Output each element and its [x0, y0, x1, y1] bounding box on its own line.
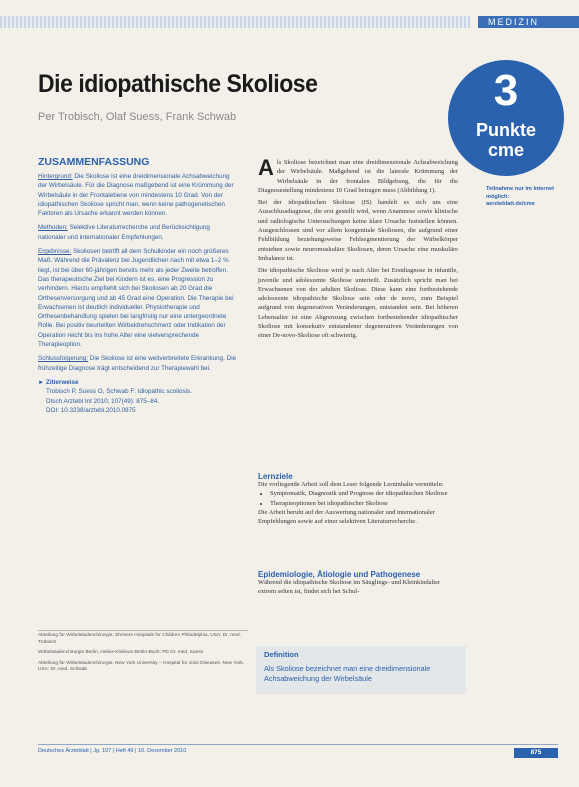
definition-title: Definition: [264, 650, 299, 659]
summary-column: [38, 172, 238, 415]
conclusion-text: Die Skoliose ist eine weitverbreitete Erkrankung. Die frühzeitige Diagnose trägt entscheidend zur Therapiewahl bei.: [38, 355, 237, 372]
cme-margin-note[interactable]: Teilnahme nur im Internet möglich: aerzteblatt.de/cme: [486, 186, 554, 207]
header-band: [0, 16, 470, 28]
footnote-item: Abteilung für Wirbelsäulenchirurgie, Shriners Hospitals for Children Philadelphia, USA: Dr. med. Trobisch: [38, 633, 241, 645]
footnote-divider: [38, 630, 248, 631]
footnote-item: Wirbelsäulenchirurgie Berlin, Helios-Klinikum Berlin-Buch: PD Dr. med. Suess: [38, 650, 204, 655]
section-label: MEDIZIN: [488, 17, 539, 27]
results-label: Ergebnisse:: [38, 248, 72, 256]
citation-line: Trobisch P, Suess O, Schwab F: Idiopathic scoliosis.: [46, 388, 192, 396]
body-paragraph: Die idiopathische Skoliose wird je nach Alter bei Erstdiagnose in infantile, juvenile und adoleszente Skoliose unterteilt. Zusätzlich spricht man bei Erwachsenen von der adulten Skoliose. Diese kann eine fortbestehende adoleszente idiopathische Skoliose sein oder de novo, zum Beispiel aufgrund von degenerativen Veränderungen, entstanden sein. Bei höheren Lebensalter ist eine Abgrenzung zwischen fortbestehender idiopathischer Skoliose mit konsekutiv entstandener degenerativen Veränderungen von einer De-novo-Skoliose oft schwierig.: [258, 267, 458, 340]
learning-goals-heading: Lernziele: [258, 472, 293, 481]
epidemiology-text: Während die idiopathische Skoliose im Säuglings- und Kleinkindalter extrem selten ist, findet sich bei Schul-: [258, 579, 441, 596]
body-column: [258, 155, 458, 344]
conclusion-label: Schlussfolgerung:: [38, 355, 89, 363]
learning-goals-intro: Die vorliegende Arbeit soll dem Leser folgende Lerninhalte vermitteln:: [258, 481, 444, 488]
methods-label: Methoden:: [38, 224, 68, 232]
background-text: Die Skoliose ist eine dreidimensionale Achsabweichung der Wirbelsäule. Für die Diagnose maßgebend ist eine Krümmung der Wirbelsäule in der Frontalebene von mindestens 10 Grad. Von der idiopathischen Skoliose spricht man, wenn keine pathogenetischen Faktoren als Ursache erkannt werden können.: [38, 173, 234, 218]
intro-text: ls Skoliose bezeichnet man eine dreidimensionale Achsabweichung der Wirbelsäule. Maßgebend ist die laterale Krümmung der Wirbelsäule in der frontalen Bildgebung, die für die Diagnosestellung mindestens 10 Grad betragen muss (Abbildung 1).: [258, 159, 458, 194]
learning-goals-outro: Die Arbeit beruht auf der Auswertung nationaler und internationaler Empfehlungen sowie auf einer selektiven Literaturrecherche.: [258, 508, 435, 526]
cme-label: cme: [487, 140, 525, 160]
citation-line: Dtsch Arztebl Int 2010; 107(49): 875–84.: [46, 397, 160, 405]
article-title: Die idiopathische Skoliose: [38, 70, 318, 98]
background-label: Hintergrund:: [38, 173, 73, 180]
learning-goal-item: • Therapieoptionen bei idiopathischer Skoliose: [270, 499, 458, 508]
journal-footer: Deutsches Ärzteblatt | Jg. 107 | Heft 49 | 10. Dezember 2010: [38, 748, 187, 754]
results-text: Skoliosen betrifft all dem Schulkinder ein noch größeres Maß. Während die Prävalenz bei Jugendlichen nach mit etwa 1–2 % liegt, ist bei über 60-jährigen bereits mehr als jeder Zweite betroffen. Das therapeutische Ziel bei Kindern ist es, eine Progression zu verhindern. Hierzu empfiehlt sich bei Skoliosen ab 20 Grad die Orthesenversorgung und ab 45 Grad eine Operation. Die Therapie bei Erwachsenen ist deutlich individueller. Physiotherapie und Orthesenbehandlung spielen bei langfristig nur eine untergeordnete Rolle. Bei positiv beurteilten Wirbeldrehschmerz oder Indikation der Operation reicht bis ins hohe Alter eine vielversprechende Therapieoption.: [38, 248, 234, 349]
citation-doi[interactable]: DOI: 10.3238/arztebl.2010.0875: [46, 406, 136, 414]
summary-results: [38, 247, 238, 349]
intro-paragraph: [258, 155, 458, 195]
summary-conclusion: [38, 354, 238, 373]
citation-heading: ► Zitierweise: [38, 378, 79, 386]
summary-heading: ZUSAMMENFASSUNG: [38, 156, 150, 168]
footnote-item: Abteilung für Wirbelsäulenchirurgie, New York University – Hospital for Joint Diseases, New York, USA: Dr. med. Schwab: [38, 660, 245, 672]
learning-goals: [258, 480, 458, 526]
cme-points-badge: [448, 60, 564, 176]
affiliation-footnotes: [38, 633, 248, 678]
citation-body: [38, 387, 238, 415]
footer-divider: [38, 744, 558, 745]
epidemiology-heading: Epidemiologie, Ätiologie und Pathogenese: [258, 570, 421, 579]
cme-points-number: 3: [493, 66, 519, 115]
cme-points-label: Punkte: [475, 120, 536, 140]
article-authors: Per Trobisch, Olaf Suess, Frank Schwab: [38, 111, 237, 123]
body-paragraph: Bei der idiopathischen Skoliose (IS) handelt es sich um eine Ausschlussdiagnose, die erst gestellt wird, wenn Anamnese sowie klinische und radiologische Untersuchungen keine klare Ursache feststellen können. Ausgeschlossen sind vor allem kongenitale Skoliosen, die aufgrund einer Fehlbildung beziehungsweise Fehlsegmentierung der Wirbelkörper entstehen sowie neuromuskuläre Skoliosen, deren Ursache eine muskuläre Imbalance ist.: [258, 199, 458, 262]
learning-goal-item: • Symptomatik, Diagnostik und Prognose der idiopathischen Skoliose: [270, 489, 458, 498]
summary-methods: [38, 223, 238, 242]
summary-background: [38, 172, 238, 218]
methods-text: Selektive Literaturrecherche und Berücksichtigung nationaler und internationaler Empfehlungen.: [38, 224, 210, 241]
page-number: 875: [514, 748, 558, 758]
definition-text: Als Skoliose bezeichnet man eine dreidimensionale Achsabweichung der Wirbelsäule: [264, 664, 431, 683]
drop-cap: A: [258, 155, 274, 180]
learning-goals-list: [258, 489, 458, 508]
